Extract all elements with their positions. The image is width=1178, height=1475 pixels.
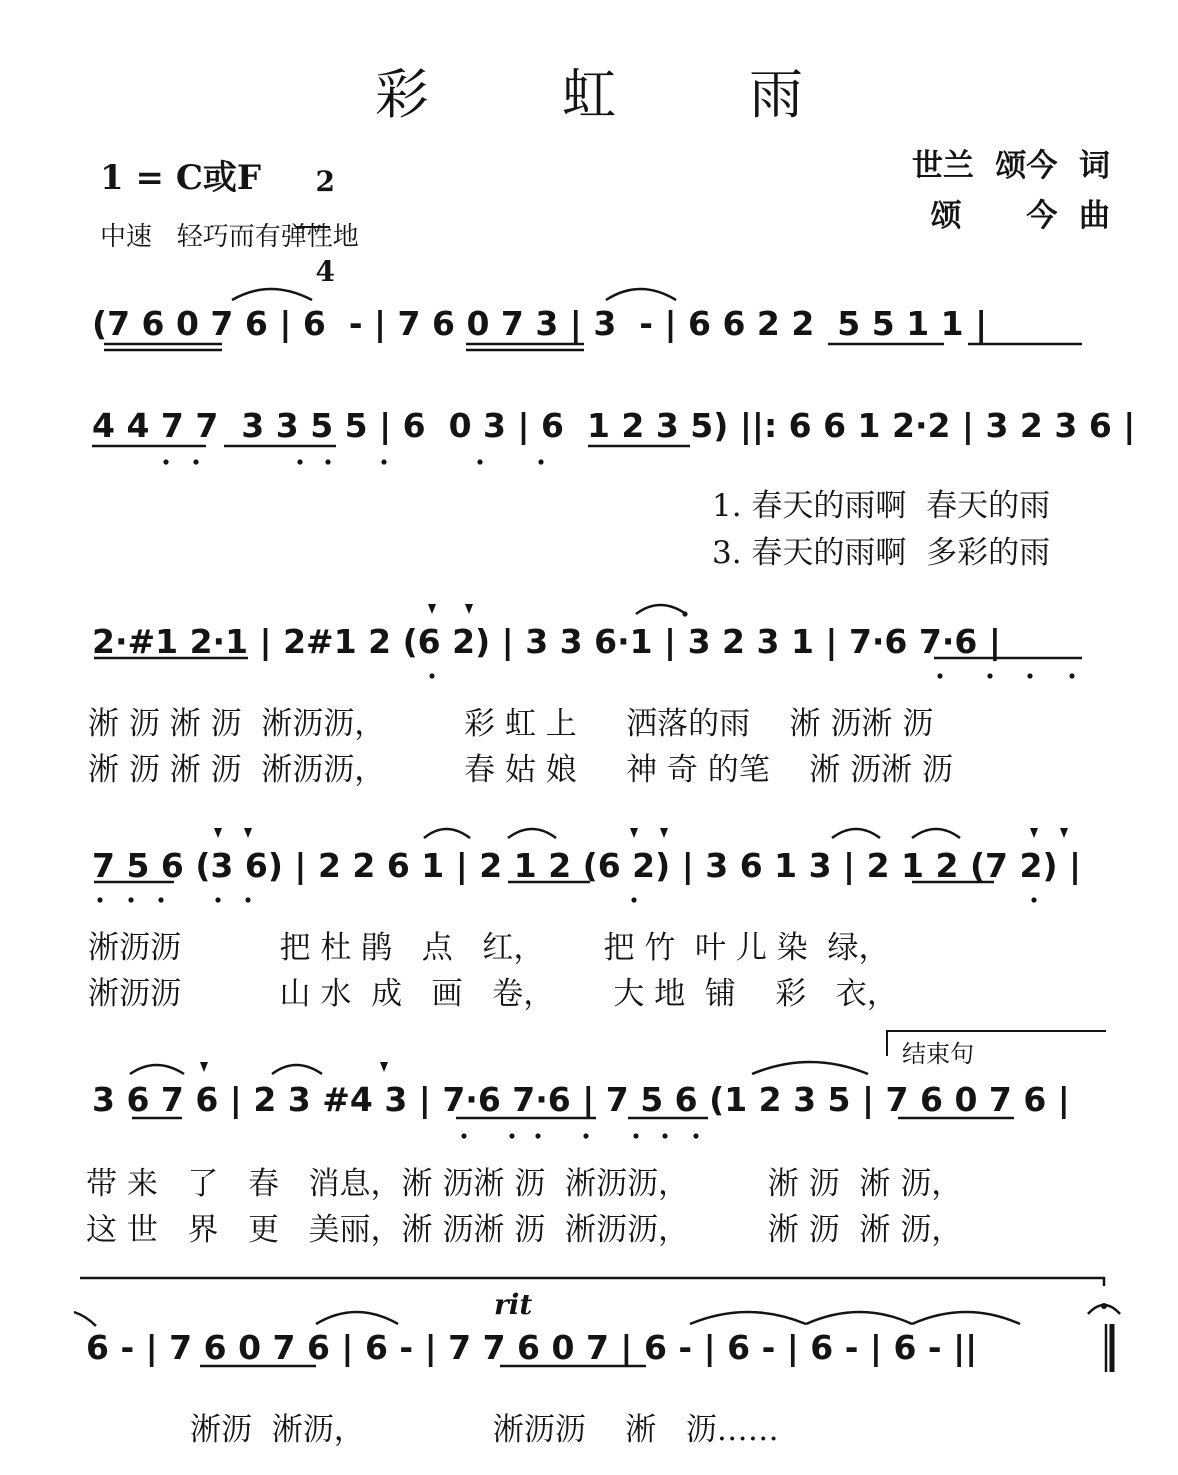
octave-dot — [1027, 673, 1032, 678]
lyric-row-5-verse-2: 这 世 界 更 美丽，淅 沥淅 沥 淅沥沥， 淅 沥 淅 沥， — [86, 1212, 963, 1248]
octave-dot — [662, 1133, 667, 1138]
accent-mark — [1060, 828, 1068, 838]
octave-dot — [1069, 673, 1074, 678]
slur-mark — [606, 289, 676, 300]
notation-row-5: 3 6 7 6 | 2 3 #4 3 | 7·6 7·6 | 7 5 6 (1 2 3 5 | 7 6 0 7 6 | — [92, 1080, 1070, 1119]
slur-mark — [806, 1312, 912, 1324]
octave-dot — [538, 459, 543, 464]
accent-mark — [465, 604, 473, 614]
slur-mark — [272, 1065, 322, 1074]
octave-dot — [693, 1133, 698, 1138]
key-signature: 1 = C或F — [100, 158, 262, 198]
accent-mark — [200, 1062, 208, 1072]
slur-mark — [832, 829, 880, 838]
octave-dot — [937, 673, 942, 678]
slur-mark — [74, 1312, 96, 1326]
slur-mark — [316, 1312, 398, 1324]
octave-dot — [193, 459, 198, 464]
notation-row-1: (7 6 0 7 6 | 6 - | 7 6 0 7 3 | 3 - | 6 6 2 2 5 5 1 1 | — [92, 304, 988, 343]
octave-dot — [633, 1133, 638, 1138]
notation-row-4: 7 5 6 (3 6) | 2 2 6 1 | 2 1 2 (6 2) | 3 6 1 3 | 2 1 2 (7 2) | — [92, 846, 1082, 885]
lyric-row-2-verse-1: 1. 春天的雨啊 春天的雨 — [712, 488, 1051, 524]
lyric-row-6: 淅沥 淅沥， 淅沥沥 淅 沥…… — [190, 1412, 779, 1448]
ending-label: 结束句 — [902, 1040, 974, 1068]
song-title: 彩 虹 雨 — [374, 63, 862, 126]
fermata-dot — [1101, 1303, 1107, 1309]
octave-dot — [583, 1133, 588, 1138]
slur-mark — [130, 1065, 184, 1074]
slur-mark — [690, 1312, 806, 1324]
lyric-row-4-verse-1: 淅沥沥 把 杜 鹃 点 红， 把 竹 叶 儿 染 绿， — [88, 930, 890, 966]
octave-dot — [1031, 897, 1036, 902]
meter-top: 2 — [315, 165, 335, 198]
accent-mark — [428, 604, 436, 614]
accent-mark — [380, 1062, 388, 1072]
slur-mark — [912, 1312, 1020, 1324]
octave-dot — [97, 897, 102, 902]
accent-mark — [1030, 828, 1038, 838]
octave-dot — [297, 459, 302, 464]
octave-dot — [245, 897, 250, 902]
octave-dot — [477, 459, 482, 464]
accent-mark — [244, 828, 252, 838]
slur-mark — [424, 829, 470, 838]
notation-row-2: 4 4 7 7 3 3 5 5 | 6 0 3 | 6 1 2 3 5) ||: 6 6 1 2·2 | 3 2 3 6 | — [92, 406, 1136, 445]
octave-dot — [631, 897, 636, 902]
notation-row-3: 2·#1 2·1 | 2#1 2 (6 2) | 3 3 6·1 | 3 2 3 1 | 7·6 7·6 | — [92, 622, 1001, 661]
lyric-row-3-verse-2: 淅 沥 淅 沥 淅沥沥， 春 姑 娘 神 奇 的笔 淅 沥淅 沥 — [88, 752, 953, 788]
notation-row-6: 6 - | 7 6 0 7 6 | 6 - | 7 7 6 0 7 | 6 - | 6 - | 6 - | 6 - || — [86, 1328, 978, 1367]
ritardando-marking: rit — [494, 1288, 533, 1321]
lyric-row-3-verse-1: 淅 沥 淅 沥 淅沥沥， 彩 虹 上 洒落的雨 淅 沥淅 沥 — [88, 706, 934, 742]
composer-credit: 颂 今 曲 — [930, 198, 1110, 234]
octave-dot — [509, 1133, 514, 1138]
accent-mark — [630, 828, 638, 838]
octave-dot — [128, 897, 133, 902]
octave-dot — [325, 459, 330, 464]
lyric-row-4-verse-2: 淅沥沥 山 水 成 画 卷， 大 地 铺 彩 衣， — [88, 976, 898, 1012]
accent-mark — [214, 828, 222, 838]
octave-dot — [535, 1133, 540, 1138]
octave-dot — [682, 611, 687, 616]
slur-mark — [232, 289, 312, 300]
octave-dot — [163, 459, 168, 464]
meter-bottom: 4 — [315, 255, 335, 288]
octave-dot — [987, 673, 992, 678]
slur-mark — [508, 829, 556, 838]
lyricist-credit: 世兰 颂今 词 — [911, 148, 1110, 184]
octave-dot — [381, 459, 386, 464]
tempo-marking: 中速 轻巧而有弹性地 — [100, 222, 359, 252]
accent-mark — [660, 828, 668, 838]
octave-dot — [158, 897, 163, 902]
octave-dot — [429, 673, 434, 678]
slur-mark — [752, 1062, 868, 1074]
slur-mark — [636, 605, 686, 614]
lyric-row-5-verse-1: 带 来 了 春 消息，淅 沥淅 沥 淅沥沥， 淅 沥 淅 沥， — [86, 1166, 963, 1202]
octave-dot — [461, 1133, 466, 1138]
slur-mark — [912, 829, 960, 838]
ending-line — [80, 1278, 1104, 1286]
lyric-row-2-verse-3: 3. 春天的雨啊 多彩的雨 — [712, 535, 1051, 571]
octave-dot — [215, 897, 220, 902]
